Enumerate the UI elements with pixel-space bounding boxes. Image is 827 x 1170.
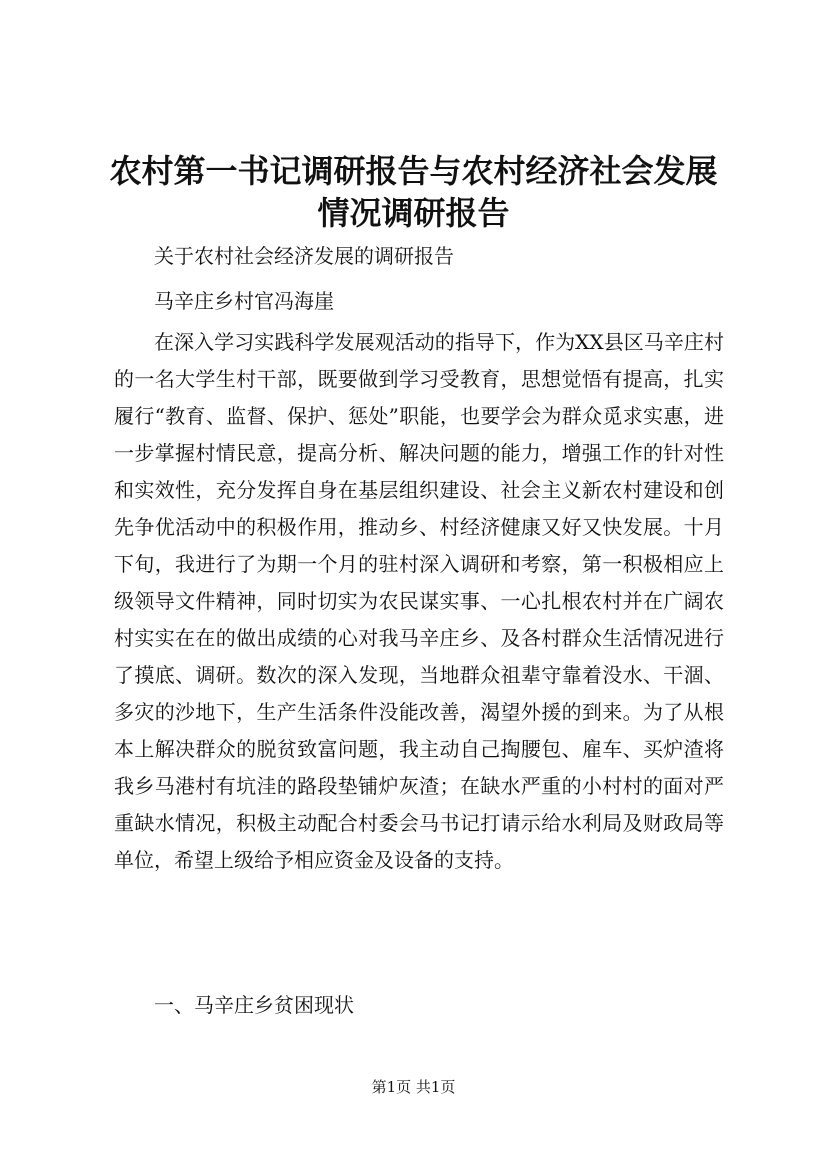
body-paragraph: 在深入学习实践科学发展观活动的指导下，作为XX县区马辛庄村的一名大学生村干部，既要做到学习受教育，思想觉悟有提高，扎实履行“教育、监督、保护、惩处”职能，也要学会为群众觅求实惠，进一步掌握村情民意，提高分析、解决问题的能力，增强工作的针对性和实效性，充分发挥自身在基层组织建设、社会主义新农村建设和创先争优活动中的积极作用，推动乡、村经济健康又好又快发展。十月下旬，我进行了为期一个月的驻村深入调研和考察，第一积极相应上级领导文件精神，同时切实为农民谋实事、一心扎根农村并在广阔农村实实在在的做出成绩的心对我马辛庄乡、及各村群众生活情况进行了摸底、调研。数次的深入发现，当地群众祖辈守靠着没水、干涸、多灾的沙地下，生产生活条件没能改善，渴望外援的到来。为了从根本上解决群众的脱贫致富问题，我主动自己掏腰包、雇车、买炉渣将我乡马港村有坑洼的路段垫铺炉灰渣；在缺水严重的小村村的面对严重缺水情况，积极主动配合村委会马书记打请示给水利局及财政局等单位，希望上级给予相应资金及设备的支持。 [114, 330, 724, 872]
page-footer: 第1页 共1页 [371, 1078, 456, 1096]
document-subtitle: 关于农村社会经济发展的调研报告 [154, 244, 454, 268]
section-heading: 一、马辛庄乡贫困现状 [154, 993, 354, 1017]
author-line: 马辛庄乡村官冯海崖 [154, 289, 334, 313]
document-title: 农村第一书记调研报告与农村经济社会发展情况调研报告 [109, 152, 718, 232]
